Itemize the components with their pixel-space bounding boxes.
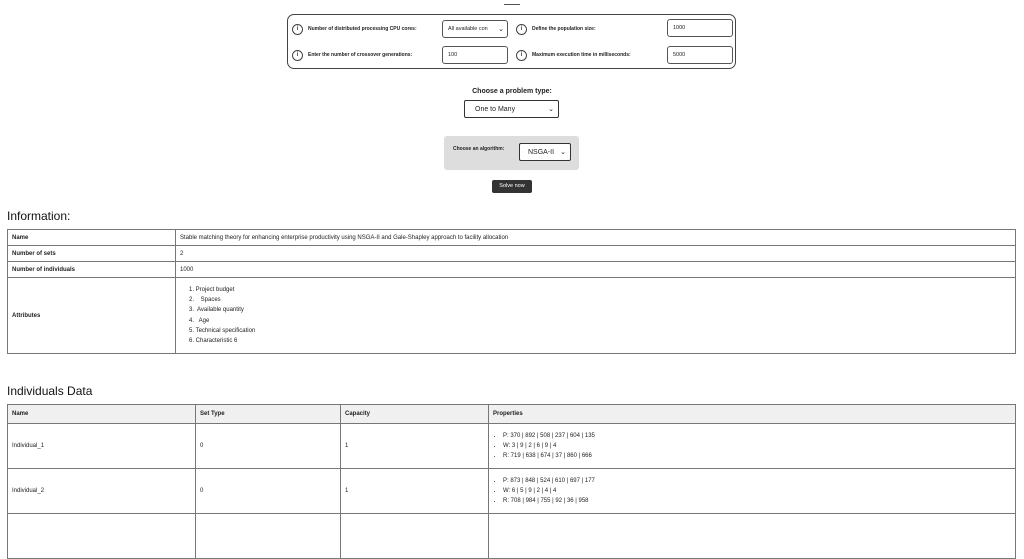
parameters-panel — [287, 14, 736, 69]
info-value: 1000 — [176, 262, 1016, 278]
properties-list — [493, 431, 1011, 461]
solve-now-button[interactable]: Solve now — [492, 180, 532, 193]
info-key: Attributes — [8, 278, 176, 354]
info-icon[interactable]: i — [516, 50, 527, 61]
attribute-item: 3. Available quantity — [189, 307, 244, 314]
info-key: Name — [8, 230, 176, 246]
individual-name: Individual_2 — [8, 469, 196, 514]
cpu-cores-label: Number of distributed processing CPU cores: — [308, 26, 417, 32]
attribute-item: 2. Spaces — [189, 296, 221, 303]
population-input[interactable]: 1000 — [667, 19, 733, 37]
info-key: Number of sets — [8, 246, 176, 262]
execution-time-input[interactable]: 5000 — [667, 46, 733, 64]
attribute-item: 1. Project budget — [189, 286, 235, 293]
table-row — [8, 514, 1016, 559]
column-header-properties: Properties — [489, 405, 1016, 424]
table-header-row — [8, 405, 1016, 424]
individuals-heading: Individuals Data — [7, 384, 93, 398]
information-table — [7, 229, 1016, 354]
chevron-down-icon: ⌄ — [548, 105, 554, 113]
individuals-table — [7, 404, 1016, 559]
algorithm-value: NSGA-II — [528, 148, 555, 156]
info-row-attributes — [8, 278, 1016, 354]
cpu-cores-row — [292, 19, 417, 39]
properties-list — [493, 476, 1011, 506]
algorithm-label: Choose an algorithm: — [453, 146, 505, 152]
property-item: • R: 708 | 984 | 755 | 92 | 36 | 958 — [503, 496, 1011, 506]
table-row — [8, 469, 1016, 514]
info-value: 2 — [176, 246, 1016, 262]
algorithm-select[interactable] — [519, 143, 571, 161]
population-label: Define the population size: — [532, 26, 596, 32]
attributes-list — [180, 285, 1011, 347]
problem-type-label: Choose a problem type: — [472, 88, 552, 95]
info-key: Number of individuals — [8, 262, 176, 278]
attribute-item: 6. Characteristic 6 — [189, 338, 238, 345]
individual-properties — [489, 424, 1016, 469]
information-heading: Information: — [7, 209, 71, 223]
individual-capacity: 1 — [341, 424, 489, 469]
execution-time-row — [516, 45, 631, 65]
column-header-name: Name — [8, 405, 196, 424]
top-divider — [504, 4, 520, 5]
individual-set-type: 0 — [196, 469, 341, 514]
algorithm-panel — [444, 136, 579, 170]
property-item: • R: 719 | 638 | 674 | 37 | 860 | 666 — [503, 451, 1011, 461]
generations-label: Enter the number of crossover generations: — [308, 52, 413, 58]
table-cell-empty — [341, 514, 489, 559]
info-row-name — [8, 230, 1016, 246]
cpu-cores-value: All available con — [448, 26, 488, 32]
chevron-down-icon: ⌄ — [498, 25, 504, 33]
table-cell-empty — [196, 514, 341, 559]
info-row-sets — [8, 246, 1016, 262]
problem-type-value: One to Many — [475, 105, 516, 113]
population-row — [516, 19, 596, 39]
property-item: • P: 370 | 892 | 508 | 237 | 604 | 135 — [503, 431, 1011, 441]
property-item: • P: 873 | 848 | 524 | 610 | 697 | 177 — [503, 476, 1011, 486]
info-icon[interactable]: i — [292, 50, 303, 61]
table-row — [8, 424, 1016, 469]
table-cell-empty — [8, 514, 196, 559]
individual-set-type: 0 — [196, 424, 341, 469]
problem-type-select[interactable] — [464, 100, 559, 118]
column-header-capacity: Capacity — [341, 405, 489, 424]
info-icon[interactable]: i — [516, 24, 527, 35]
generations-input[interactable]: 100 — [442, 46, 508, 64]
attribute-item: 4. Age — [189, 317, 210, 324]
column-header-set-type: Set Type — [196, 405, 341, 424]
attribute-item: 5. Technical specification — [189, 327, 256, 334]
execution-time-label: Maximum execution time in milliseconds: — [532, 52, 631, 58]
table-cell-empty — [489, 514, 1016, 559]
individual-name: Individual_1 — [8, 424, 196, 469]
attributes-cell — [176, 278, 1016, 354]
cpu-cores-select[interactable] — [442, 20, 508, 38]
property-item: • W: 6 | 5 | 9 | 2 | 4 | 4 — [503, 486, 1011, 496]
property-item: • W: 3 | 9 | 2 | 6 | 9 | 4 — [503, 441, 1011, 451]
info-icon[interactable]: i — [292, 24, 303, 35]
generations-row — [292, 45, 412, 65]
info-value: Stable matching theory for enhancing enterprise productivity using NSGA-II and Gale-Shapley approach to facility allocation — [176, 230, 1016, 246]
individual-capacity: 1 — [341, 469, 489, 514]
chevron-down-icon: ⌄ — [560, 148, 566, 156]
individual-properties — [489, 469, 1016, 514]
info-row-individuals — [8, 262, 1016, 278]
